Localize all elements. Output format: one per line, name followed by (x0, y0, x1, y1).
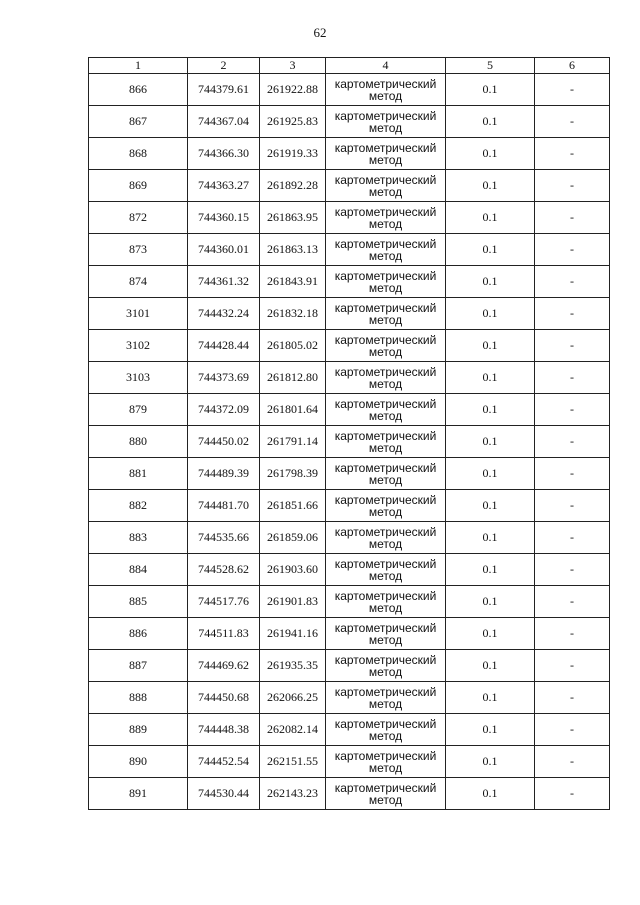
accuracy-cell: 0.1 (446, 138, 535, 170)
y-coordinate-cell: 261801.64 (260, 394, 326, 426)
method-line-1: картометрический (334, 588, 437, 603)
accuracy-cell: 0.1 (446, 170, 535, 202)
point-number-cell: 881 (89, 458, 188, 490)
accuracy-cell: 0.1 (446, 458, 535, 490)
y-coordinate-cell: 261935.35 (260, 650, 326, 682)
method-line-1: картометрический (334, 556, 437, 571)
method-line-2: метод (368, 568, 403, 583)
method-line-2: метод (368, 472, 403, 487)
method-cell (326, 138, 446, 170)
point-number-cell: 890 (89, 746, 188, 778)
method-line-2: метод (368, 88, 403, 103)
x-coordinate-cell: 744367.04 (188, 106, 260, 138)
point-number-cell: 3102 (89, 330, 188, 362)
point-number-cell: 880 (89, 426, 188, 458)
method-line-1: картометрический (334, 76, 437, 91)
y-coordinate-cell: 261925.83 (260, 106, 326, 138)
method-line-2: метод (368, 728, 403, 743)
accuracy-cell: 0.1 (446, 202, 535, 234)
table-row (89, 138, 610, 170)
table-row (89, 266, 610, 298)
x-coordinate-cell: 744366.30 (188, 138, 260, 170)
note-cell: - (535, 522, 610, 554)
accuracy-cell: 0.1 (446, 74, 535, 106)
method-line-1: картометрический (334, 684, 437, 699)
accuracy-cell: 0.1 (446, 298, 535, 330)
x-coordinate-cell: 744360.01 (188, 234, 260, 266)
method-line-2: метод (368, 408, 403, 423)
x-coordinate-cell: 744448.38 (188, 714, 260, 746)
page-number: 62 (313, 25, 327, 40)
y-coordinate-cell: 261851.66 (260, 490, 326, 522)
accuracy-cell: 0.1 (446, 714, 535, 746)
method-line-1: картометрический (334, 460, 437, 475)
point-number-cell: 873 (89, 234, 188, 266)
point-number-cell: 3103 (89, 362, 188, 394)
note-cell: - (535, 650, 610, 682)
method-line-1: картометрический (334, 204, 437, 219)
point-number-cell: 869 (89, 170, 188, 202)
note-cell: - (535, 234, 610, 266)
note-cell: - (535, 586, 610, 618)
accuracy-cell: 0.1 (446, 554, 535, 586)
method-line-1: картометрический (334, 652, 437, 667)
table-row (89, 650, 610, 682)
accuracy-cell: 0.1 (446, 586, 535, 618)
method-line-2: метод (368, 248, 403, 263)
note-cell: - (535, 106, 610, 138)
point-number-cell: 872 (89, 202, 188, 234)
note-cell: - (535, 618, 610, 650)
method-cell (326, 234, 446, 266)
method-line-1: картометрический (334, 492, 437, 507)
method-line-1: картометрический (334, 716, 437, 731)
note-cell: - (535, 426, 610, 458)
accuracy-cell: 0.1 (446, 778, 535, 810)
accuracy-cell: 0.1 (446, 106, 535, 138)
table-row (89, 778, 610, 810)
point-number-cell: 3101 (89, 298, 188, 330)
method-cell (326, 74, 446, 106)
y-coordinate-cell: 261805.02 (260, 330, 326, 362)
method-line-2: метод (368, 440, 403, 455)
point-number-cell: 866 (89, 74, 188, 106)
table-row (89, 522, 610, 554)
method-line-1: картометрический (334, 620, 437, 635)
method-cell (326, 362, 446, 394)
x-coordinate-cell: 744469.62 (188, 650, 260, 682)
point-number-cell: 891 (89, 778, 188, 810)
table-row (89, 426, 610, 458)
method-line-2: метод (368, 760, 403, 775)
x-coordinate-cell: 744450.02 (188, 426, 260, 458)
method-line-2: метод (368, 120, 403, 135)
method-line-2: метод (368, 664, 403, 679)
method-cell (326, 714, 446, 746)
table-row (89, 618, 610, 650)
table-row (89, 394, 610, 426)
note-cell: - (535, 714, 610, 746)
point-number-cell: 874 (89, 266, 188, 298)
column-header: 6 (535, 58, 610, 74)
column-header: 2 (188, 58, 260, 74)
method-cell (326, 106, 446, 138)
y-coordinate-cell: 261863.95 (260, 202, 326, 234)
x-coordinate-cell: 744372.09 (188, 394, 260, 426)
y-coordinate-cell: 262143.23 (260, 778, 326, 810)
method-line-2: метод (368, 184, 403, 199)
y-coordinate-cell: 261903.60 (260, 554, 326, 586)
point-number-cell: 888 (89, 682, 188, 714)
method-line-2: метод (368, 280, 403, 295)
column-header: 5 (446, 58, 535, 74)
point-number-cell: 889 (89, 714, 188, 746)
table-row (89, 170, 610, 202)
method-line-1: картометрический (334, 172, 437, 187)
accuracy-cell: 0.1 (446, 618, 535, 650)
accuracy-cell: 0.1 (446, 490, 535, 522)
note-cell: - (535, 298, 610, 330)
column-header: 1 (89, 58, 188, 74)
coordinates-table (88, 57, 610, 810)
y-coordinate-cell: 261901.83 (260, 586, 326, 618)
method-line-2: метод (368, 536, 403, 551)
x-coordinate-cell: 744528.62 (188, 554, 260, 586)
column-header: 4 (326, 58, 446, 74)
y-coordinate-cell: 261843.91 (260, 266, 326, 298)
y-coordinate-cell: 261892.28 (260, 170, 326, 202)
point-number-cell: 886 (89, 618, 188, 650)
x-coordinate-cell: 744511.83 (188, 618, 260, 650)
accuracy-cell: 0.1 (446, 682, 535, 714)
x-coordinate-cell: 744432.24 (188, 298, 260, 330)
y-coordinate-cell: 262151.55 (260, 746, 326, 778)
table-row (89, 234, 610, 266)
accuracy-cell: 0.1 (446, 522, 535, 554)
note-cell: - (535, 138, 610, 170)
x-coordinate-cell: 744489.39 (188, 458, 260, 490)
note-cell: - (535, 458, 610, 490)
method-cell (326, 746, 446, 778)
note-cell: - (535, 202, 610, 234)
x-coordinate-cell: 744535.66 (188, 522, 260, 554)
table-row (89, 362, 610, 394)
method-cell (326, 394, 446, 426)
y-coordinate-cell: 261922.88 (260, 74, 326, 106)
method-line-2: метод (368, 600, 403, 615)
method-line-1: картометрический (334, 236, 437, 251)
x-coordinate-cell: 744361.32 (188, 266, 260, 298)
method-line-1: картометрический (334, 364, 437, 379)
note-cell: - (535, 170, 610, 202)
method-line-1: картометрический (334, 428, 437, 443)
y-coordinate-cell: 261832.18 (260, 298, 326, 330)
method-line-1: картометрический (334, 396, 437, 411)
method-cell (326, 298, 446, 330)
accuracy-cell: 0.1 (446, 746, 535, 778)
method-cell (326, 458, 446, 490)
table-row (89, 490, 610, 522)
y-coordinate-cell: 261863.13 (260, 234, 326, 266)
method-line-2: метод (368, 152, 403, 167)
point-number-cell: 868 (89, 138, 188, 170)
x-coordinate-cell: 744530.44 (188, 778, 260, 810)
table-row (89, 202, 610, 234)
note-cell: - (535, 362, 610, 394)
note-cell: - (535, 330, 610, 362)
point-number-cell: 879 (89, 394, 188, 426)
table-row (89, 586, 610, 618)
point-number-cell: 867 (89, 106, 188, 138)
point-number-cell: 882 (89, 490, 188, 522)
note-cell: - (535, 682, 610, 714)
method-cell (326, 170, 446, 202)
note-cell: - (535, 266, 610, 298)
point-number-cell: 887 (89, 650, 188, 682)
accuracy-cell: 0.1 (446, 330, 535, 362)
method-cell (326, 202, 446, 234)
x-coordinate-cell: 744452.54 (188, 746, 260, 778)
y-coordinate-cell: 261798.39 (260, 458, 326, 490)
y-coordinate-cell: 261941.16 (260, 618, 326, 650)
method-line-2: метод (368, 792, 403, 807)
x-coordinate-cell: 744363.27 (188, 170, 260, 202)
y-coordinate-cell: 261791.14 (260, 426, 326, 458)
y-coordinate-cell: 262066.25 (260, 682, 326, 714)
point-number-cell: 884 (89, 554, 188, 586)
point-number-cell: 885 (89, 586, 188, 618)
x-coordinate-cell: 744481.70 (188, 490, 260, 522)
note-cell: - (535, 554, 610, 586)
x-coordinate-cell: 744360.15 (188, 202, 260, 234)
y-coordinate-cell: 261919.33 (260, 138, 326, 170)
table-row (89, 554, 610, 586)
x-coordinate-cell: 744379.61 (188, 74, 260, 106)
method-cell (326, 490, 446, 522)
method-line-1: картометрический (334, 108, 437, 123)
method-cell (326, 682, 446, 714)
accuracy-cell: 0.1 (446, 426, 535, 458)
x-coordinate-cell: 744428.44 (188, 330, 260, 362)
table-row (89, 682, 610, 714)
note-cell: - (535, 394, 610, 426)
accuracy-cell: 0.1 (446, 362, 535, 394)
method-cell (326, 554, 446, 586)
table-row (89, 746, 610, 778)
table-row (89, 298, 610, 330)
x-coordinate-cell: 744517.76 (188, 586, 260, 618)
note-cell: - (535, 490, 610, 522)
method-line-1: картометрический (334, 524, 437, 539)
y-coordinate-cell: 261859.06 (260, 522, 326, 554)
method-cell (326, 426, 446, 458)
method-cell (326, 778, 446, 810)
method-cell (326, 330, 446, 362)
method-cell (326, 650, 446, 682)
table-row (89, 714, 610, 746)
method-cell (326, 618, 446, 650)
column-header: 3 (260, 58, 326, 74)
method-cell (326, 266, 446, 298)
method-line-2: метод (368, 344, 403, 359)
accuracy-cell: 0.1 (446, 234, 535, 266)
note-cell: - (535, 74, 610, 106)
table-row (89, 74, 610, 106)
accuracy-cell: 0.1 (446, 394, 535, 426)
table-row (89, 330, 610, 362)
method-line-2: метод (368, 504, 403, 519)
method-line-1: картометрический (334, 780, 437, 795)
method-line-1: картометрический (334, 268, 437, 283)
y-coordinate-cell: 262082.14 (260, 714, 326, 746)
method-line-1: картометрический (334, 140, 437, 155)
method-line-1: картометрический (334, 300, 437, 315)
method-cell (326, 522, 446, 554)
table-header-row (89, 58, 610, 74)
method-line-2: метод (368, 696, 403, 711)
point-number-cell: 883 (89, 522, 188, 554)
method-line-2: метод (368, 376, 403, 391)
method-line-1: картометрический (334, 748, 437, 763)
table-body (89, 74, 610, 810)
method-line-1: картометрический (334, 332, 437, 347)
accuracy-cell: 0.1 (446, 650, 535, 682)
x-coordinate-cell: 744450.68 (188, 682, 260, 714)
y-coordinate-cell: 261812.80 (260, 362, 326, 394)
method-cell (326, 586, 446, 618)
accuracy-cell: 0.1 (446, 266, 535, 298)
table-row (89, 458, 610, 490)
x-coordinate-cell: 744373.69 (188, 362, 260, 394)
method-line-2: метод (368, 216, 403, 231)
note-cell: - (535, 746, 610, 778)
table-row (89, 106, 610, 138)
method-line-2: метод (368, 632, 403, 647)
note-cell: - (535, 778, 610, 810)
method-line-2: метод (368, 312, 403, 327)
